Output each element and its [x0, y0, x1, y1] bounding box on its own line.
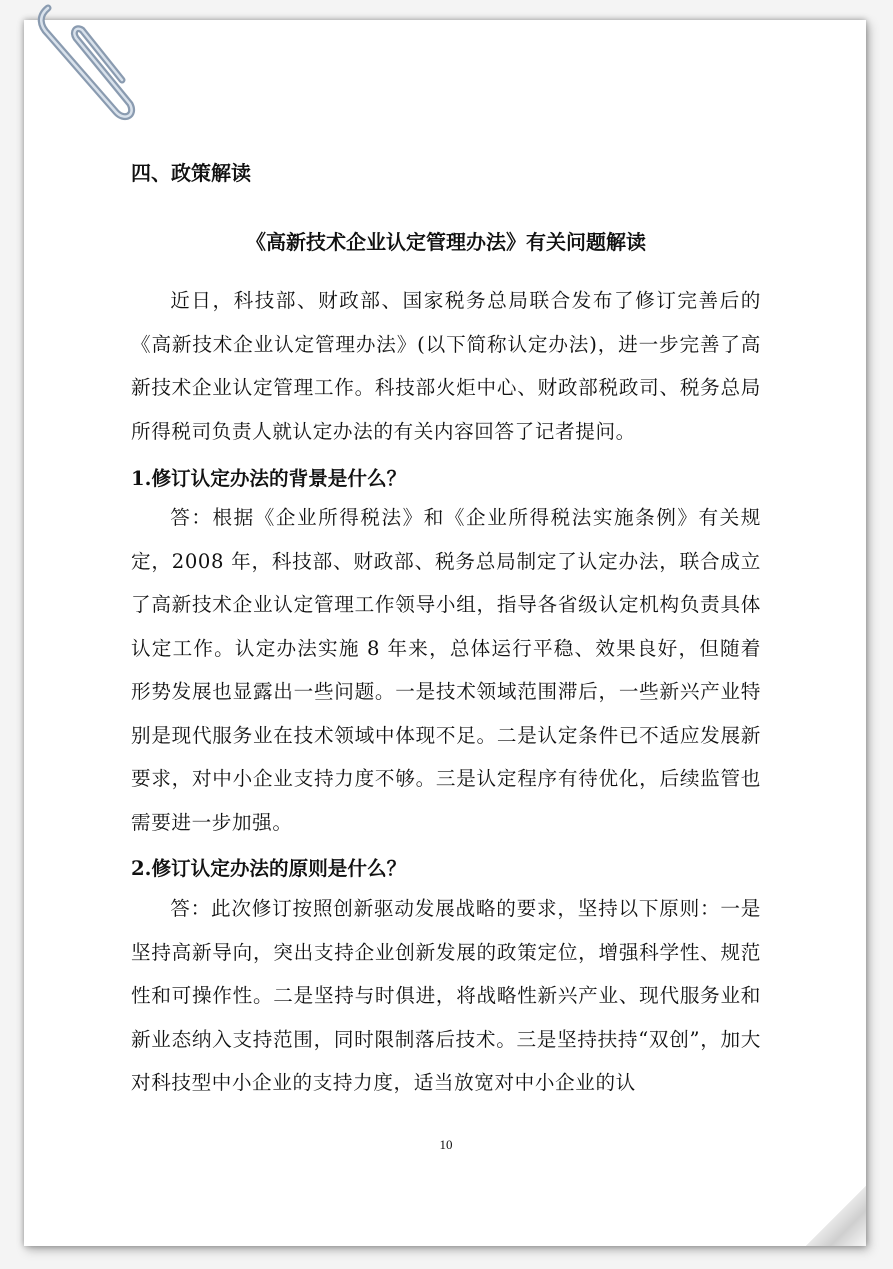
answer-2-paragraph: 答：此次修订按照创新驱动发展战略的要求，坚持以下原则：一是坚持高新导向，突出支持企业创新发展的政策定位，增强科学性、规范性和可操作性。二是坚持与时俱进，将战略性新兴产业、现代服务业和新业态纳入支持范围，同时限制落后技术。三是坚持扶持“双创”，加大对科技型中小企业的支持力度，适当放宽对中小企业的认: [131, 897, 761, 1094]
page-curl: [806, 1186, 866, 1246]
question-1-heading: 1.修订认定办法的背景是什么？: [131, 467, 407, 490]
question-2-heading: 2.修订认定办法的原则是什么？: [131, 857, 407, 880]
section-heading: 四、政策解读: [131, 161, 251, 185]
paperclip-icon: [30, 0, 140, 130]
intro-paragraph: 近日，科技部、财政部、国家税务总局联合发布了修订完善后的《高新技术企业认定管理办法》(以下简称认定办法)，进一步完善了高新技术企业认定管理工作。科技部火炬中心、财政部税政司、税务总局所得税司负责人就认定办法的有关内容回答了记者提问。: [131, 289, 761, 443]
document-title: 《高新技术企业认定管理办法》有关问题解读: [246, 230, 646, 254]
page-number: 10: [439, 1137, 453, 1152]
answer-1-paragraph: 答：根据《企业所得税法》和《企业所得税法实施条例》有关规定，2008 年，科技部、财政部、税务总局制定了认定办法，联合成立了高新技术企业认定管理工作领导小组，指导各省级认定机构负责具体认定工作。认定办法实施 8 年来，总体运行平稳、效果良好，但随着形势发展也显露出一些问题。一是技术领域范围滞后，一些新兴产业特别是现代服务业在技术领域中体现不足。二是认定条件已不适应发展新要求，对中小企业支持力度不够。三是认定程序有待优化，后续监管也需要进一步加强。: [131, 506, 761, 834]
